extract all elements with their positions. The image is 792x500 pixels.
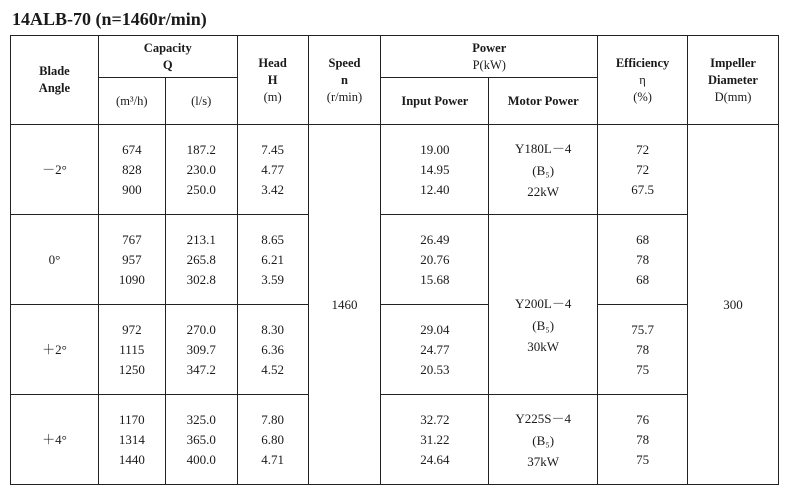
motor-line: 37kW — [527, 453, 560, 469]
value: 6.36 — [261, 341, 284, 357]
value: 8.65 — [261, 231, 284, 247]
value: 3.59 — [261, 271, 284, 287]
efficiency-cell — [598, 305, 688, 395]
value: 4.71 — [261, 451, 284, 467]
table-row-group — [11, 215, 779, 305]
motor-line: 30kW — [527, 338, 560, 354]
capacity-ls-cell — [165, 215, 237, 305]
value: 78 — [636, 251, 650, 267]
value: 72 — [636, 161, 650, 177]
header-motor-power: Motor Power — [489, 78, 598, 125]
value: 302.8 — [186, 271, 216, 287]
value: 828 — [122, 161, 142, 177]
header-blade-angle: Blade Angle — [11, 36, 99, 125]
value: 24.64 — [420, 451, 450, 467]
value: 7.80 — [261, 411, 284, 427]
value: 3.42 — [261, 181, 284, 197]
header-capacity: Capacity Q — [98, 36, 237, 78]
head-cell — [237, 305, 308, 395]
value: 8.30 — [261, 321, 284, 337]
motor-line: (B₅) — [532, 317, 555, 333]
input-power-cell — [381, 395, 489, 485]
value: 68 — [636, 231, 650, 247]
value: 31.22 — [420, 431, 450, 447]
value: 230.0 — [186, 161, 216, 177]
header-efficiency: Efficiency η (%) — [598, 36, 688, 125]
motor-line: 22kW — [527, 183, 560, 199]
header-head: Head H (m) — [237, 36, 308, 125]
motor-line: Y200L－4 — [515, 295, 572, 311]
motor-line: Y225S－4 — [515, 410, 571, 426]
value: 32.72 — [420, 411, 450, 427]
efficiency-cell — [598, 215, 688, 305]
header-impeller-diameter: Impeller Diameter D(mm) — [688, 36, 779, 125]
value: 68 — [636, 271, 650, 287]
value: 213.1 — [186, 231, 216, 247]
value: 67.5 — [631, 181, 654, 197]
value: 4.77 — [261, 161, 284, 177]
value: 75 — [636, 451, 650, 467]
value: 72 — [636, 141, 650, 157]
value: 309.7 — [186, 341, 216, 357]
table-row-group — [11, 305, 779, 395]
value: 7.45 — [261, 141, 284, 157]
value: 14.95 — [420, 161, 450, 177]
value: 347.2 — [186, 361, 216, 377]
header-speed: Speed n (r/min) — [308, 36, 381, 125]
value: 19.00 — [420, 141, 450, 157]
value: 767 — [122, 231, 142, 247]
value: 15.68 — [420, 271, 450, 287]
value: 325.0 — [186, 411, 216, 427]
value: 365.0 — [186, 431, 216, 447]
value: 400.0 — [186, 451, 216, 467]
motor-line: (B₅) — [532, 162, 555, 178]
value: 6.80 — [261, 431, 284, 447]
motor-line: (B₅) — [532, 432, 555, 448]
value: 265.8 — [186, 251, 216, 267]
capacity-ls-cell — [165, 305, 237, 395]
capacity-ls-cell — [165, 125, 237, 215]
header-capacity-m3h: (m³/h) — [98, 78, 165, 125]
efficiency-cell — [598, 395, 688, 485]
value: 250.0 — [186, 181, 216, 197]
head-cell — [237, 215, 308, 305]
value: 187.2 — [186, 141, 216, 157]
value: 1115 — [119, 341, 145, 357]
value: 972 — [122, 321, 142, 337]
value: 75.7 — [631, 321, 654, 337]
value: 1170 — [119, 411, 145, 427]
blade-angle-cell: 0° — [11, 215, 99, 305]
value: 674 — [122, 141, 142, 157]
value: 6.21 — [261, 251, 284, 267]
blade-angle-cell: ＋4° — [11, 395, 99, 485]
capacity-ls-cell — [165, 395, 237, 485]
speed-cell: 1460 — [308, 125, 381, 485]
input-power-cell — [381, 215, 489, 305]
value: 26.49 — [420, 231, 450, 247]
value: 1314 — [118, 431, 145, 447]
header-capacity-ls: (l/s) — [165, 78, 237, 125]
input-power-cell — [381, 125, 489, 215]
motor-power-cell — [489, 215, 598, 395]
head-cell — [237, 125, 308, 215]
value: 1250 — [118, 361, 145, 377]
impeller-diameter-cell: 300 — [688, 125, 779, 485]
input-power-cell — [381, 305, 489, 395]
capacity-m3h-cell — [98, 125, 165, 215]
header-input-power: Input Power — [381, 78, 489, 125]
header-power: Power P(kW) — [381, 36, 598, 78]
capacity-m3h-cell — [98, 395, 165, 485]
head-cell — [237, 395, 308, 485]
value: 76 — [636, 411, 650, 427]
table-title: 14ALB-70 (n=1460r/min) — [12, 9, 207, 29]
value: 78 — [636, 431, 650, 447]
value: 29.04 — [420, 321, 450, 337]
table-row-group — [11, 125, 779, 215]
blade-angle-cell: －2° — [11, 125, 99, 215]
efficiency-cell — [598, 125, 688, 215]
value: 78 — [636, 341, 650, 357]
value: 270.0 — [186, 321, 216, 337]
value: 1090 — [118, 271, 145, 287]
table-row-group — [11, 395, 779, 485]
motor-line: Y180L－4 — [515, 140, 572, 156]
value: 957 — [122, 251, 142, 267]
value: 20.76 — [420, 251, 450, 267]
pump-performance-table — [10, 35, 779, 485]
capacity-m3h-cell — [98, 215, 165, 305]
value: 20.53 — [420, 361, 450, 377]
value: 75 — [636, 361, 650, 377]
value: 12.40 — [420, 181, 450, 197]
value: 24.77 — [420, 341, 450, 357]
value: 4.52 — [261, 361, 284, 377]
blade-angle-cell: ＋2° — [11, 305, 99, 395]
motor-power-cell — [489, 125, 598, 215]
value: 1440 — [118, 451, 145, 467]
capacity-m3h-cell — [98, 305, 165, 395]
motor-power-cell — [489, 395, 598, 485]
value: 900 — [122, 181, 142, 197]
